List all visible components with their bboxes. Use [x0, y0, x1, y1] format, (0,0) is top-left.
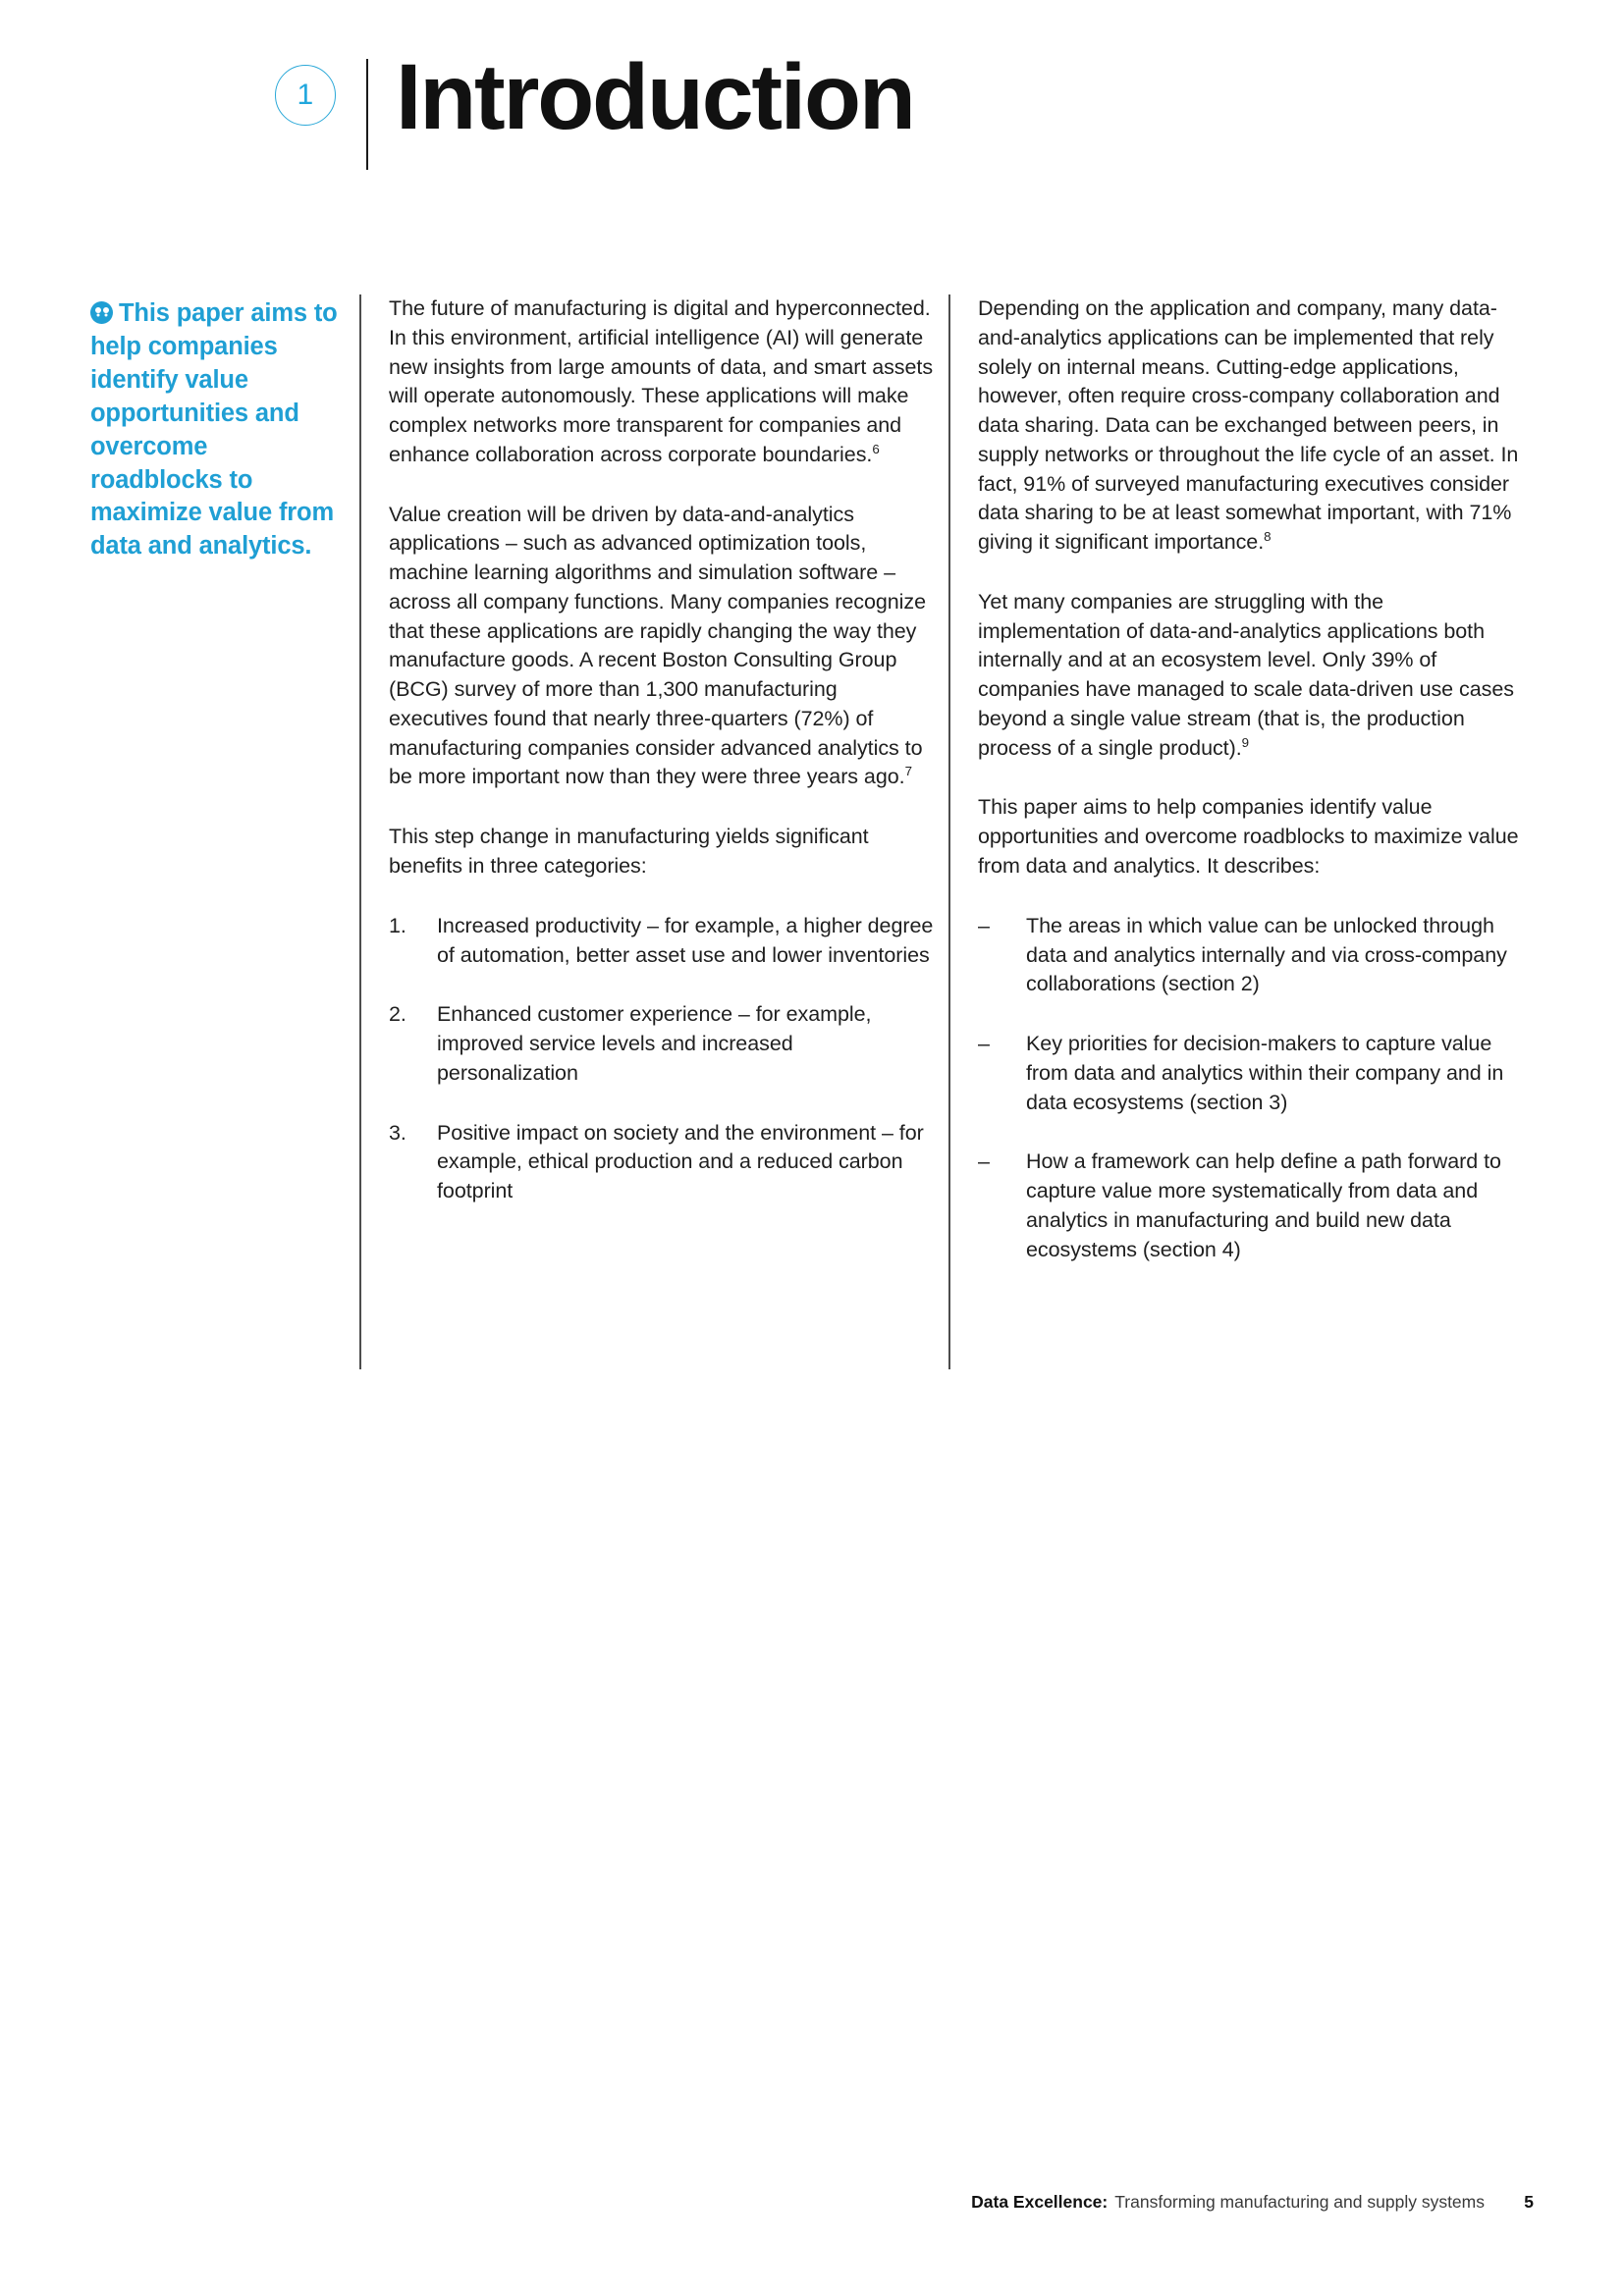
paragraph-text: The future of manufacturing is digital and hyperconnected. In this environment, artificial intelligence (AI) will generate new insights from large amounts of data, and smart assets will operate autonomously. These applications will make complex networks more transparent for companies and enhance collaboration across corporate boundaries.: [389, 296, 934, 466]
footer-document-title: Data Excellence:: [971, 2192, 1109, 2212]
describes-list: [978, 912, 1525, 1265]
footnote-ref: 7: [904, 764, 912, 779]
paragraph-text: Yet many companies are struggling with the implementation of data-and-analytics applications both internally and at an ecosystem level. Only 39% of companies have managed to scale data-driven use cases beyond a single value stream (that is, the production process of a single product).: [978, 589, 1514, 760]
text-column-right: [978, 294, 1525, 1264]
paragraph: [389, 823, 936, 881]
chapter-divider-rule: [366, 59, 368, 170]
list-item: [389, 1000, 936, 1088]
list-marker: 3.: [389, 1120, 406, 1145]
list-item: [978, 912, 1525, 999]
list-item: [978, 1030, 1525, 1117]
paragraph: [978, 588, 1525, 764]
list-marker: –: [978, 1032, 990, 1056]
list-item-text: Key priorities for decision-makers to capture value from data and analytics within their company and in data ecosystems (section 3): [1026, 1032, 1504, 1114]
chapter-number-badge: [275, 65, 336, 126]
footer-document-subtitle: Transforming manufacturing and supply systems: [1114, 2192, 1485, 2212]
paragraph-text: Value creation will be driven by data-and-analytics applications – such as advanced optimization tools, machine learning algorithms and simulation software – across all company functions. Many companies recognize that these applications are rapidly changing the way they manufacture goods. A recent Boston Consulting Group (BCG) survey of more than 1,300 manufacturing executives found that nearly three-quarters (72%) of manufacturing companies consider advanced analytics to be more important now than they were three years ago.: [389, 502, 927, 789]
footnote-ref: 6: [872, 441, 880, 456]
list-item-text: The areas in which value can be unlocked through data and analytics internally and via cross-company collaborations (section 2): [1026, 913, 1507, 996]
paragraph-text: This step change in manufacturing yields significant benefits in three categories:: [389, 825, 869, 879]
paragraph-text: Depending on the application and company, many data-and-analytics applications can be implemented that rely solely on internal means. Cutting-edge applications, however, often require cross-company collaboration and data sharing. Data can be exchanged between peers, in supply networks or throughout the life cycle of an asset. In fact, 91% of surveyed manufacturing executives consider data sharing to be at least somewhat important, with 71% giving it significant importance.: [978, 296, 1519, 555]
list-item-text: Increased productivity – for example, a higher degree of automation, better asset use and lower inventories: [437, 913, 934, 967]
page-number: 5: [1524, 2192, 1534, 2212]
list-item: [978, 1148, 1525, 1264]
page-title: Introduction: [396, 45, 914, 149]
footnote-ref: 8: [1264, 528, 1272, 544]
paragraph: [389, 294, 936, 470]
quote-mark-icon: [90, 301, 113, 324]
pullquote-text: This paper aims to help companies identify value opportunities and overcome roadblocks to maximize value from data and analytics.: [90, 299, 338, 561]
paragraph: [978, 294, 1525, 558]
list-marker: –: [978, 913, 990, 937]
footnote-ref: 9: [1241, 734, 1250, 750]
list-item-text: Enhanced customer experience – for example, improved service levels and increased personalization: [437, 1002, 872, 1085]
column-rule-left: [359, 294, 361, 1369]
list-item-text: How a framework can help define a path forward to capture value more systematically from data and analytics in manufacturing and build new data ecosystems (section 4): [1026, 1149, 1501, 1261]
list-marker: 1.: [389, 913, 406, 937]
list-marker: 2.: [389, 1002, 406, 1027]
list-item: [389, 912, 936, 971]
pullquote: [90, 297, 342, 563]
list-marker: –: [978, 1149, 990, 1174]
column-rule-right: [948, 294, 950, 1369]
paragraph: [978, 793, 1525, 881]
chapter-number: 1: [297, 79, 314, 111]
footer-inner: [971, 2192, 1534, 2213]
benefits-list: [389, 912, 936, 1206]
list-item-text: Positive impact on society and the environment – for example, ethical production and a reduced carbon footprint: [437, 1120, 924, 1203]
paragraph: [389, 501, 936, 793]
text-column-left: [389, 294, 936, 1206]
chapter-header: [275, 47, 914, 175]
paragraph-text: This paper aims to help companies identify value opportunities and overcome roadblocks to maximize value from data and analytics. It describes:: [978, 795, 1519, 879]
list-item: [389, 1119, 936, 1206]
page-footer: [0, 2192, 1624, 2221]
